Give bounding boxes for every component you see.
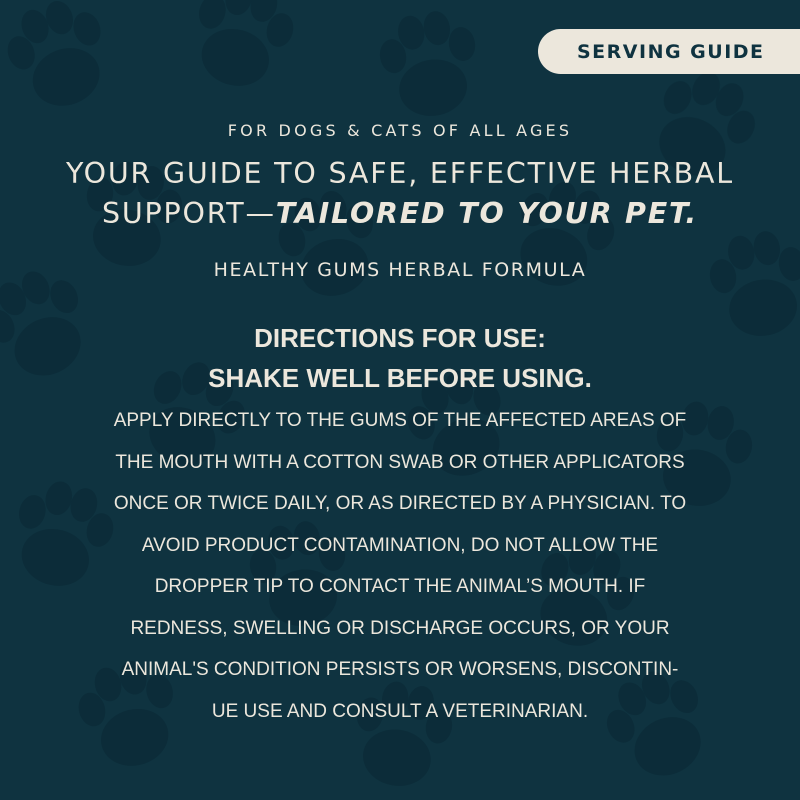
- formula-name: HEALTHY GUMS HERBAL FORMULA: [213, 259, 587, 281]
- paw-print-icon: [0, 0, 122, 119]
- headline-line-2-plain: SUPPORT—: [101, 197, 276, 230]
- headline-line-2: [0, 194, 800, 234]
- paw-print-icon: [183, 0, 302, 97]
- directions-body: [80, 400, 720, 732]
- audience-tagline: FOR DOGS & CATS OF ALL AGES: [227, 121, 573, 140]
- headline: [0, 154, 800, 234]
- badge-label: SERVING GUIDE: [577, 40, 765, 63]
- serving-guide-badge: [538, 29, 800, 74]
- headline-emphasis: TAILORED TO YOUR PET.: [275, 197, 699, 230]
- directions-body-line: REDNESS, SWELLING OR DISCHARGE OCCURS, OR YOUR: [130, 617, 670, 639]
- directions-heading: [0, 318, 800, 398]
- directions-body-line: DROPPER TIP TO CONTACT THE ANIMAL’S MOUTH. IF: [154, 576, 646, 597]
- directions-body-line: APPLY DIRECTLY TO THE GUMS OF THE AFFECTED AREAS OF: [113, 410, 687, 431]
- directions-body-line: THE MOUTH WITH A COTTON SWAB OR OTHER APPLICATORS: [115, 451, 685, 473]
- directions-body-line: UE USE AND CONSULT A VETERINARIAN.: [211, 700, 589, 722]
- paw-print-icon: [374, 5, 486, 123]
- directions-body-line: ANIMAL'S CONDITION PERSISTS OR WORSENS, DISCONTIN-: [121, 659, 679, 680]
- shake-instruction: SHAKE WELL BEFORE USING.: [208, 363, 592, 393]
- directions-title: DIRECTIONS FOR USE:: [254, 323, 546, 353]
- headline-line-1: YOUR GUIDE TO SAFE, EFFECTIVE HERBAL: [66, 157, 734, 190]
- directions-body-line: AVOID PRODUCT CONTAMINATION, DO NOT ALLOW THE: [141, 534, 659, 556]
- directions-body-line: ONCE OR TWICE DAILY, OR AS DIRECTED BY A PHYSICIAN. TO: [113, 493, 687, 514]
